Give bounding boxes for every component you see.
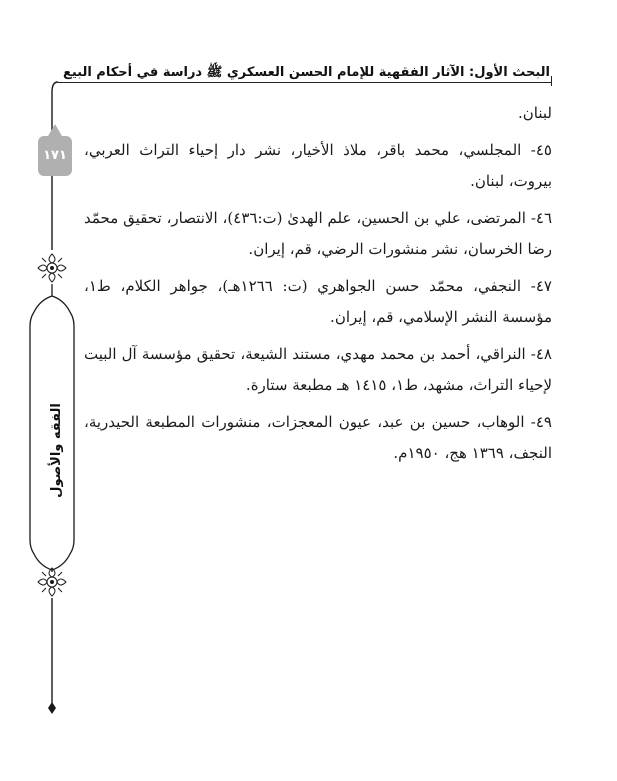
reference-entry: ٤٧- النجفي، محمّد حسن الجواهري (ت: ١٢٦٦هـ)، جواهر الكلام، ط١، مؤسسة النشر الإسلامي، قم، إيران.	[84, 277, 552, 326]
flower-ornament-icon	[38, 254, 66, 282]
reference-entry: ٤٨- النراقي، أحمد بن محمد مهدي، مستند الشيعة، تحقيق مؤسسة آل البيت لإحياء التراث، مشهد، ط١، ١٤١٥ هـ مطبعة ستارة.	[84, 345, 552, 394]
header-rule	[58, 82, 552, 83]
references-list	[84, 98, 552, 475]
flower-ornament-icon	[38, 568, 66, 596]
reference-entry: لبنان.	[518, 104, 552, 122]
header-tick	[551, 76, 552, 86]
reference-entry: ٤٩- الوهاب، حسين بن عبد، عيون المعجزات، منشورات المطبعة الحيدرية، النجف، ١٣٦٩ هج، ١٩٥٠م.	[84, 413, 552, 462]
side-section-label	[46, 380, 66, 520]
reference-entry: ٤٥- المجلسي، محمد باقر، ملاذ الأخيار، نشر دار إحياء التراث العربي، بيروت، لبنان.	[84, 141, 552, 190]
page-header-title: البحث الأول: الآثار الفقهية للإمام الحسن العسكري ﷺ دراسة في أحكام البيع	[62, 65, 550, 80]
page-number: ١٧١	[43, 148, 67, 163]
page-number-badge	[38, 136, 72, 176]
reference-entry: ٤٦- المرتضى، علي بن الحسين، علم الهدىٰ (ت:٤٣٦)، الانتصار، تحقيق محمّد رضا الخرسان، نشر منشورات الرضي، قم، إيران.	[84, 209, 553, 258]
side-label-text: الفقه والأصول	[48, 402, 64, 498]
